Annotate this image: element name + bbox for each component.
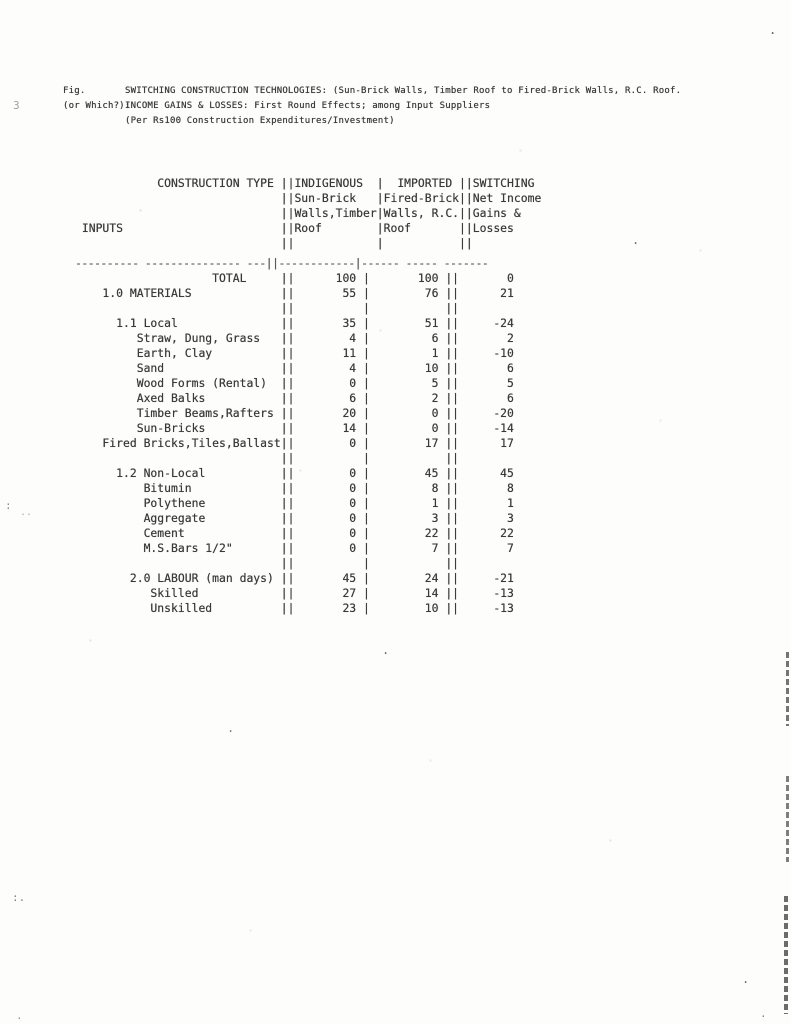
figure-caption-line <box>63 114 681 129</box>
scan-artifact-mark: . <box>382 643 390 657</box>
table-row: 1.0 MATERIALS || 55 | 76 || 21 <box>75 286 514 300</box>
scan-artifact-mark: . <box>227 721 235 735</box>
table-row: Timber Beams,Rafters || 20 | 0 || -20 <box>75 406 514 420</box>
scan-artifact-mark: . <box>742 972 750 986</box>
scan-artifact-mark: . <box>16 1009 23 1022</box>
table-row: Aggregate || 0 | 3 || 3 <box>75 511 514 525</box>
scan-artifact-mark: . <box>760 1007 767 1020</box>
scan-artifact-mark: .. <box>20 507 33 518</box>
table-row: Fired Bricks,Tiles,Ballast|| 0 | 17 || 17 <box>75 436 514 450</box>
table-row: Skilled || 27 | 14 || -13 <box>75 586 514 600</box>
scan-edge-mark <box>784 896 788 1014</box>
table-row: Straw, Dung, Grass || 4 | 6 || 2 <box>75 331 514 345</box>
figure-caption <box>63 84 681 129</box>
table-row: M.S.Bars 1/2" || 0 | 7 || 7 <box>75 541 514 555</box>
figure-caption-line <box>63 84 681 99</box>
table-row: Sun-Bricks || 14 | 0 || -14 <box>75 421 514 435</box>
table-header-row: ||Walls,Timber|Walls, R.C.||Gains & <box>75 206 535 220</box>
figure-title-line-1: SWITCHING CONSTRUCTION TECHNOLOGIES: (Sun-Brick Walls, Timber Roof to Fired-Brick Walls, R.C. Roof. <box>125 86 682 96</box>
table-row: Earth, Clay || 11 | 1 || -10 <box>75 346 514 360</box>
table-row: Wood Forms (Rental) || 0 | 5 || 5 <box>75 376 514 390</box>
table-row: Cement || 0 | 22 || 22 <box>75 526 514 540</box>
table-separator: ---------- --------------- ---||------------|------ ----- ------- <box>75 256 489 270</box>
table-header-row: CONSTRUCTION TYPE ||INDIGENOUS | IMPORTED ||SWITCHING <box>75 176 535 190</box>
scan-artifact-mark: :. <box>12 891 26 904</box>
table-row: Sand || 4 | 10 || 6 <box>75 361 514 375</box>
table-spacer-row: || | || <box>75 301 514 315</box>
table-spacer-row: || | || <box>75 556 514 570</box>
table-row: 1.1 Local || 35 | 51 || -24 <box>75 316 514 330</box>
scan-artifact-mark: 3 <box>13 99 20 112</box>
scan-artifact-mark: . <box>769 23 777 37</box>
table-row: Bitumin || 0 | 8 || 8 <box>75 481 514 495</box>
figure-caption-line <box>63 99 681 114</box>
table-row: 1.2 Non-Local || 0 | 45 || 45 <box>75 466 514 480</box>
table-row: 2.0 LABOUR (man days) || 45 | 24 || -21 <box>75 571 514 585</box>
figure-label: Fig. <box>63 86 86 96</box>
figure-label-empty <box>63 114 125 129</box>
figure-title-line-2: INCOME GAINS & LOSSES: First Round Effects; among Input Suppliers <box>125 101 491 111</box>
scan-noise <box>0 0 1 1</box>
table-row: Axed Balks || 6 | 2 || 6 <box>75 391 514 405</box>
table-spacer-row: || | || <box>75 451 514 465</box>
scan-edge-mark <box>786 776 789 862</box>
table-header-row: ||Sun-Brick |Fired-Brick||Net Income <box>75 191 542 205</box>
scan-artifact-mark: : <box>5 499 12 512</box>
table-row: TOTAL || 100 | 100 || 0 <box>75 271 514 285</box>
table-row: Unskilled || 23 | 10 || -13 <box>75 601 514 615</box>
table-row: Polythene || 0 | 1 || 1 <box>75 496 514 510</box>
figure-sublabel: (or Which?): <box>63 101 131 111</box>
scan-edge-mark <box>786 652 789 726</box>
scan-artifact-mark: . <box>632 233 640 247</box>
table-header-row: || | || <box>75 236 535 250</box>
table-header-row: INPUTS ||Roof |Roof ||Losses <box>75 221 535 235</box>
figure-title-line-3: (Per Rs100 Construction Expenditures/Investment) <box>125 116 395 126</box>
construction-comparison-table <box>75 176 541 616</box>
